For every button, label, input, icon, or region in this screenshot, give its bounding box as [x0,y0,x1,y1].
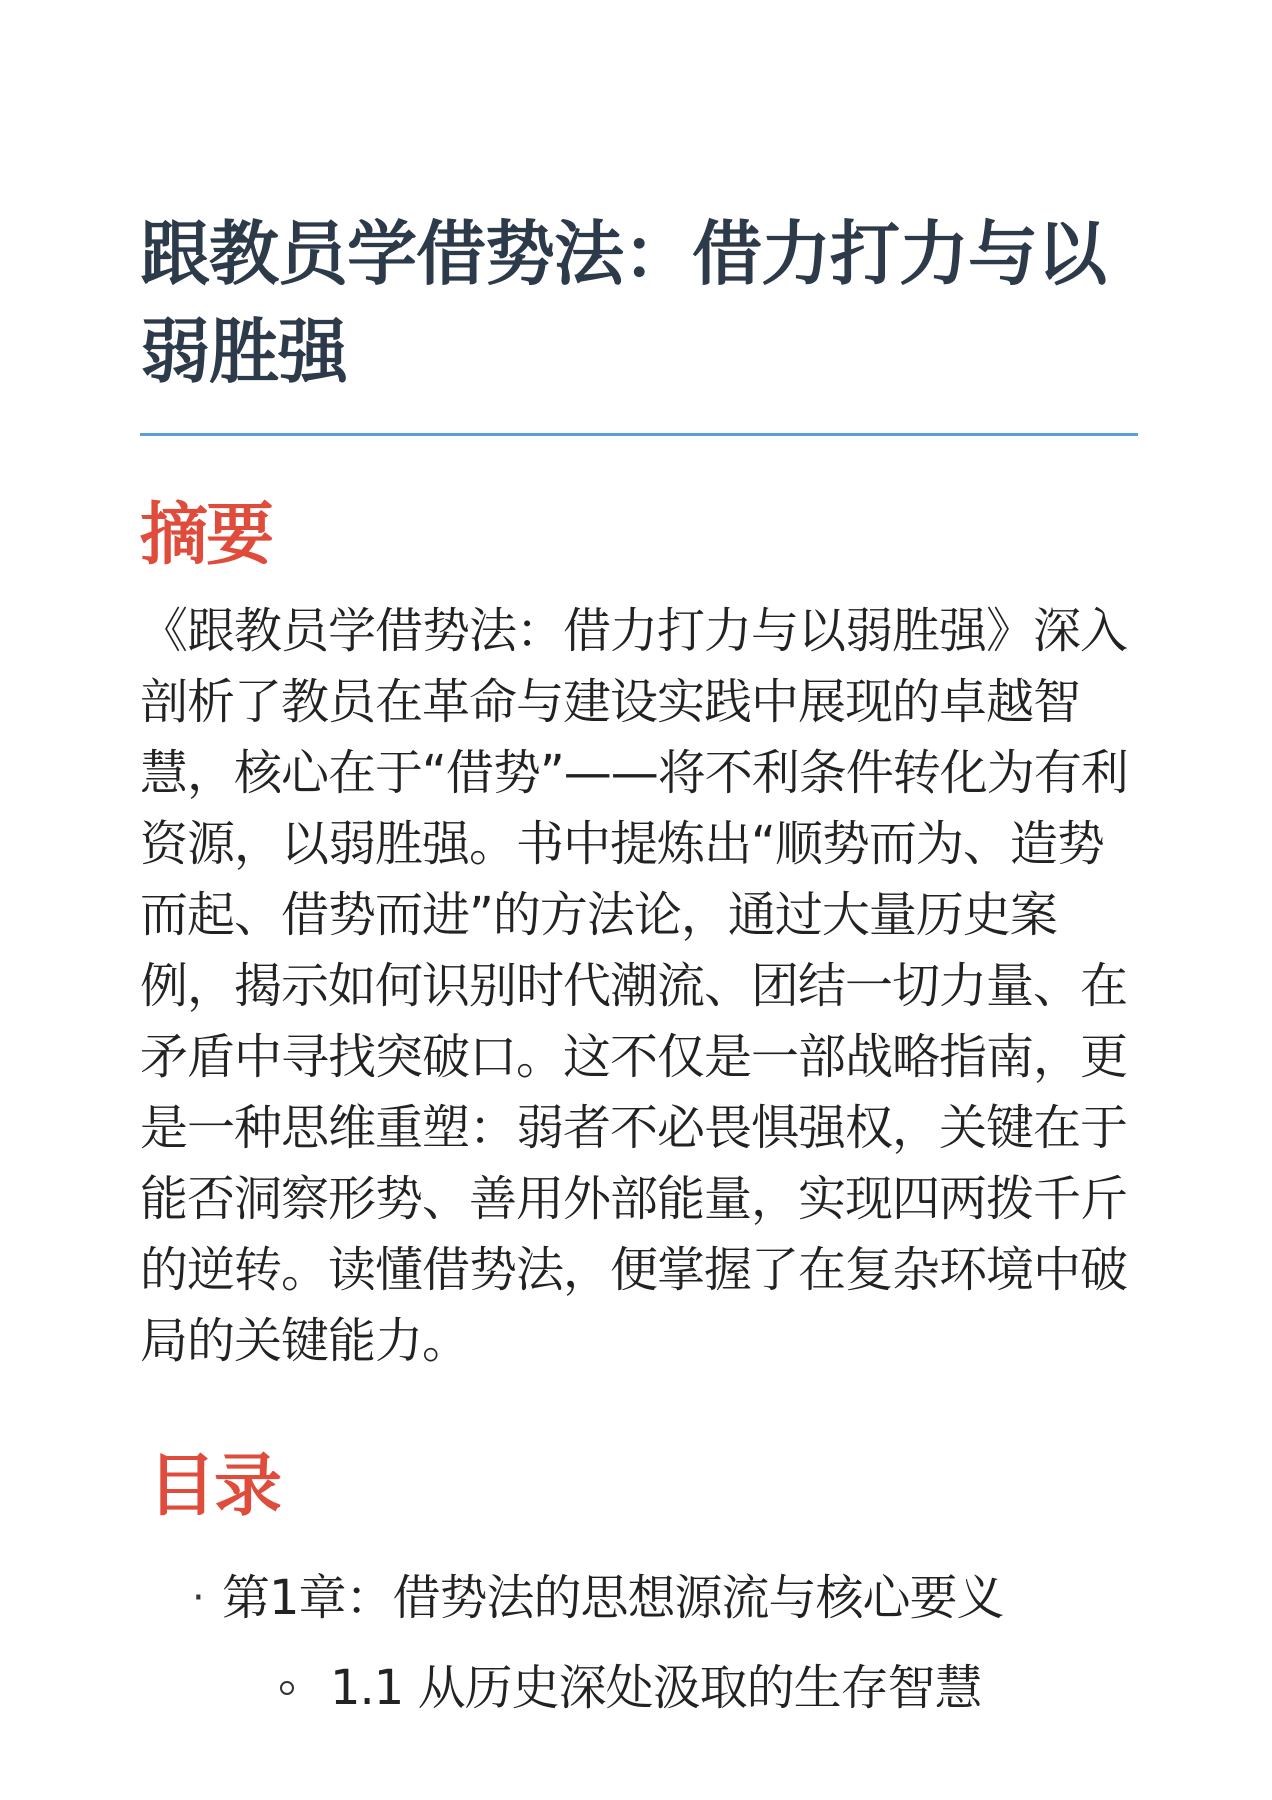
document-title: 跟教员学借势法：借力打力与以弱胜强 [140,213,1106,393]
toc-chapter-label: 第1章：借势法的思想源流与核心要义 [222,1570,1004,1626]
title-divider [140,433,1138,436]
table-of-contents [140,1553,1140,1733]
bullet-circle-icon [280,1681,294,1695]
summary-text: 《跟教员学借势法：借力打力与以弱胜强》深入剖析了教员在革命与建设实践中展现的卓越智慧，核心在于“借势”——将不利条件转化为有利资源，以弱胜强。书中提炼出“顺势而为、造势而起、借势而进”的方法论，通过大量历史案例，揭示如何识别时代潮流、团结一切力量、在矛盾中寻找突破口。这不仅是一部战略指南，更是一种思维重塑：弱者不必畏惧强权，关键在于能否洞察形势、善用外部能量，实现四两拨千斤的逆转。读懂借势法，便掌握了在复杂环境中破局的关键能力。 [140,603,1128,1369]
bullet-dot-icon: · [192,1575,204,1621]
toc-section-label: 1.1 从历史深处汲取的生存智慧 [330,1660,982,1716]
toc-chapter-1[interactable] [140,1553,1140,1643]
summary-heading: 摘要 [140,496,273,575]
toc-heading: 目录 [148,1447,281,1526]
document-page [140,205,1140,1733]
toc-section-1-1[interactable] [140,1643,1140,1733]
